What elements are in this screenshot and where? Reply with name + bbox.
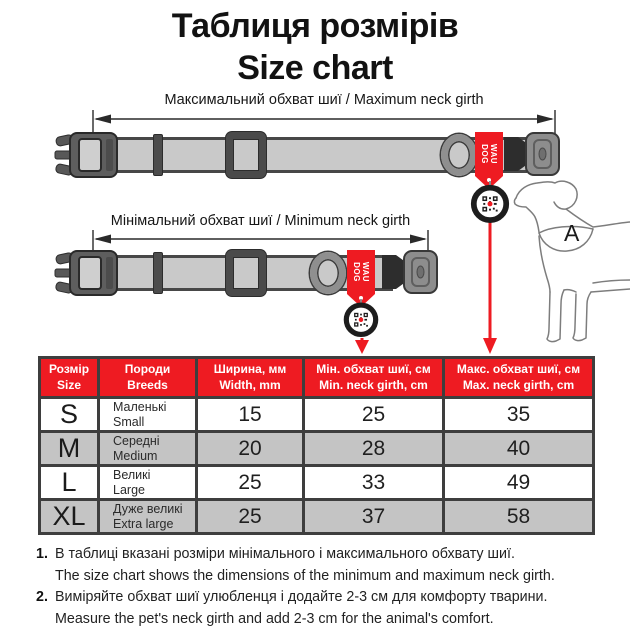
brand-label-line2: DOG xyxy=(480,144,489,164)
qr-pet-tag-icon xyxy=(469,181,511,223)
note-2-ua: 2. Виміряйте обхват шиї улюбленця і додайте 2-3 см для комфорту тварини. xyxy=(36,587,606,609)
header-breeds: Породи Breeds xyxy=(99,358,197,398)
header-width: Ширина, мм Width, mm xyxy=(197,358,304,398)
cell-breeds: Дуже великі Extra large xyxy=(99,500,197,534)
table-row-m xyxy=(40,432,594,466)
strap-keeper xyxy=(153,252,163,294)
note-1-en: The size chart shows the dimensions of the minimum and maximum neck girth. xyxy=(55,567,555,584)
strap-keeper xyxy=(153,134,163,176)
d-ring-icon xyxy=(441,134,477,176)
cell-min-girth: 28 xyxy=(304,432,444,466)
header-min-girth: Мін. обхват шиї, см Min. neck girth, cm xyxy=(304,358,444,398)
table-row-s xyxy=(40,398,594,432)
table-row-l xyxy=(40,466,594,500)
min-girth-label: Мінімальний обхват шиї / Minimum neck girth xyxy=(110,213,411,229)
cell-size: XL xyxy=(40,500,99,534)
cell-breeds: Маленькі Small xyxy=(99,398,197,432)
cell-size: M xyxy=(40,432,99,466)
cell-min-girth: 33 xyxy=(304,466,444,500)
cell-min-girth: 37 xyxy=(304,500,444,534)
dog-illustration xyxy=(492,176,630,348)
strap-slider xyxy=(226,132,266,178)
note-2-number: 2. xyxy=(36,589,48,605)
cell-max-girth: 49 xyxy=(444,466,594,500)
footer-notes xyxy=(36,544,606,630)
brand-label-line1: WAU xyxy=(361,261,370,283)
page-title-en: Size chart xyxy=(237,49,393,87)
table-row-xl xyxy=(40,500,594,534)
buckle-male-icon xyxy=(380,249,440,295)
page-title-ua: Таблиця розмірів xyxy=(171,7,459,45)
buckle-female-icon xyxy=(53,130,119,180)
brand-label-line1: WAU xyxy=(489,143,498,165)
cell-width: 15 xyxy=(197,398,304,432)
strap-slider xyxy=(226,250,266,296)
cell-max-girth: 40 xyxy=(444,432,594,466)
d-ring-icon xyxy=(310,252,346,294)
qr-pet-tag-icon xyxy=(342,299,380,337)
brand-label xyxy=(347,250,375,294)
min-girth-pointer-arrow xyxy=(354,338,370,355)
cell-max-girth: 35 xyxy=(444,398,594,432)
cell-width: 20 xyxy=(197,432,304,466)
note-2-en: Measure the pet's neck girth and add 2-3 cm for the animal's comfort. xyxy=(55,610,494,627)
cell-breeds: Середні Medium xyxy=(99,432,197,466)
note-1-ua: 1. В таблиці вказані розміри мінімального і максимального обхвату шиї. xyxy=(36,544,606,566)
cell-breeds: Великі Large xyxy=(99,466,197,500)
header-size: Розмір Size xyxy=(40,358,99,398)
buckle-male-icon xyxy=(504,131,560,177)
max-girth-label: Максимальний обхват шиї / Maximum neck girth xyxy=(164,92,484,108)
cell-size: S xyxy=(40,398,99,432)
table-header-row xyxy=(40,358,594,398)
cell-width: 25 xyxy=(197,500,304,534)
cell-max-girth: 58 xyxy=(444,500,594,534)
size-table xyxy=(38,356,595,535)
header-max-girth: Макс. обхват шиї, см Max. neck girth, cm xyxy=(444,358,594,398)
cell-size: L xyxy=(40,466,99,500)
brand-label xyxy=(475,132,503,176)
cell-min-girth: 25 xyxy=(304,398,444,432)
cell-width: 25 xyxy=(197,466,304,500)
collar-girth-marker: A xyxy=(564,220,580,246)
brand-label-line2: DOG xyxy=(352,262,361,282)
buckle-female-icon xyxy=(53,248,119,298)
note-1-number: 1. xyxy=(36,546,48,562)
